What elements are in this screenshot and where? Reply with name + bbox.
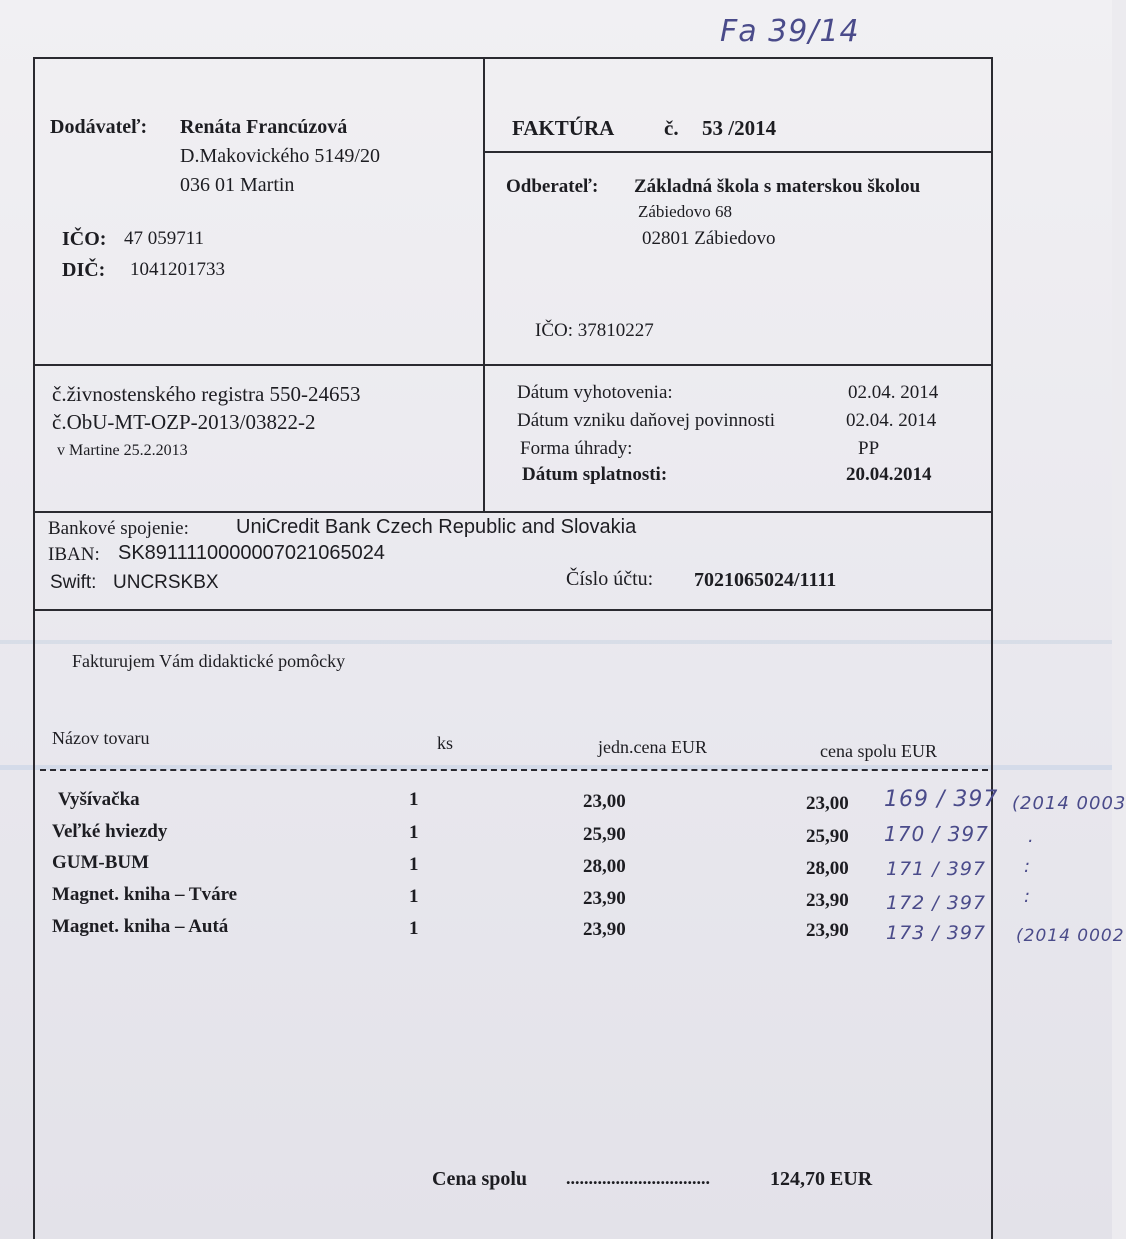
- handwritten-note: 173 / 397: [886, 922, 987, 944]
- registry-line-2: č.ObU-MT-OZP-2013/03822-2: [52, 410, 316, 434]
- supplier-label: Dodávateľ:: [50, 116, 148, 138]
- total-value: 124,70 EUR: [770, 1168, 873, 1190]
- handwritten-extra: (2014 0003: [1012, 793, 1126, 814]
- handwritten-note: 170 / 397: [884, 822, 989, 846]
- account-label: Číslo účtu:: [566, 568, 654, 590]
- supplier-street: D.Makovického 5149/20: [180, 145, 380, 167]
- swift-label: Swift:: [50, 572, 97, 593]
- supplier-name: Renáta Francúzová: [180, 116, 348, 138]
- frame-row-divider-3: [33, 609, 993, 611]
- invoice-title: FAKTÚRA: [512, 116, 615, 140]
- frame-left: [33, 57, 35, 1239]
- bank-name: UniCredit Bank Czech Republic and Slovakia: [236, 516, 637, 538]
- item-qty: 1: [409, 822, 419, 843]
- tax-date-label: Dátum vzniku daňovej povinnosti: [517, 410, 776, 431]
- frame-top: [33, 57, 993, 59]
- frame-row-divider-1: [33, 364, 993, 366]
- iban-label: IBAN:: [48, 544, 100, 565]
- payment-form-label: Forma úhrady:: [520, 438, 633, 459]
- customer-street: Zábiedovo 68: [638, 202, 732, 221]
- supplier-dic: 1041201733: [130, 259, 225, 280]
- item-name: Veľké hviezdy: [52, 821, 168, 842]
- col-header-qty: ks: [437, 733, 454, 753]
- item-name: Magnet. kniha – Tváre: [52, 884, 238, 905]
- customer-label: Odberateľ:: [506, 176, 599, 197]
- table-header-separator: [40, 769, 988, 771]
- issue-date-label: Dátum vyhotovenia:: [517, 382, 673, 403]
- handwritten-extra: :: [1024, 856, 1032, 877]
- supplier-dic-label: DIČ:: [62, 259, 106, 281]
- handwritten-note: 171 / 397: [886, 858, 987, 880]
- bank-label: Bankové spojenie:: [48, 518, 189, 539]
- item-name: GUM-BUM: [52, 852, 150, 873]
- item-unit-price: 23,90: [583, 888, 626, 909]
- item-total: 23,00: [806, 793, 849, 814]
- customer-name: Základná škola s materskou školou: [634, 176, 921, 197]
- swift-value: UNCRSKBX: [113, 572, 219, 593]
- supplier-ico: 47 059711: [124, 228, 205, 249]
- total-label: Cena spolu: [432, 1168, 528, 1190]
- handwritten-extra: (2014 0002: [1016, 926, 1125, 946]
- item-qty: 1: [409, 886, 419, 907]
- registry-line-3: v Martine 25.2.2013: [57, 442, 188, 459]
- item-unit-price: 23,00: [583, 791, 626, 812]
- customer-ico: IČO: 37810227: [535, 320, 654, 341]
- registry-line-1: č.živnostenského registra 550-24653: [52, 382, 361, 406]
- supplier-ico-label: IČO:: [62, 228, 107, 250]
- col-header-name: Názov tovaru: [52, 728, 150, 748]
- item-name: Magnet. kniha – Autá: [52, 916, 229, 937]
- invoice-number-label: č.: [664, 116, 679, 140]
- frame-invoice-title-divider: [483, 151, 993, 153]
- total-dots: ................................: [566, 1168, 710, 1188]
- invoice-intro: Fakturujem Vám didaktické pomôcky: [72, 651, 346, 671]
- item-unit-price: 28,00: [583, 856, 626, 877]
- item-name: Vyšívačka: [58, 789, 140, 810]
- col-header-total: cena spolu EUR: [820, 741, 937, 761]
- handwritten-note: 172 / 397: [886, 892, 987, 914]
- supplier-city: 036 01 Martin: [180, 174, 295, 196]
- col-header-unit-price: jedn.cena EUR: [598, 737, 707, 757]
- scan-artifact-line: [0, 640, 1112, 644]
- item-total: 23,90: [806, 890, 849, 911]
- due-date-value: 20.04.2014: [846, 464, 932, 485]
- account-value: 7021065024/1111: [694, 569, 837, 591]
- tax-date-value: 02.04. 2014: [846, 410, 937, 431]
- item-unit-price: 23,90: [583, 919, 626, 940]
- iban-value: SK8911110000007021065024: [118, 542, 385, 564]
- item-total: 25,90: [806, 826, 849, 847]
- handwritten-extra: .: [1028, 826, 1035, 847]
- handwritten-note: 169 / 397: [884, 787, 999, 812]
- issue-date-value: 02.04. 2014: [848, 382, 939, 403]
- frame-right: [991, 57, 993, 1239]
- item-unit-price: 25,90: [583, 824, 626, 845]
- invoice-number: 53 /2014: [702, 116, 777, 140]
- handwritten-reference: Fa 39/14: [720, 14, 860, 49]
- payment-form-value: PP: [858, 438, 880, 459]
- item-qty: 1: [409, 789, 419, 810]
- item-total: 28,00: [806, 858, 849, 879]
- frame-middle-divider: [483, 57, 485, 511]
- handwritten-extra: :: [1024, 886, 1032, 907]
- item-qty: 1: [409, 918, 419, 939]
- item-qty: 1: [409, 854, 419, 875]
- item-total: 23,90: [806, 920, 849, 941]
- due-date-label: Dátum splatnosti:: [522, 464, 668, 485]
- customer-city: 02801 Zábiedovo: [642, 228, 776, 249]
- frame-row-divider-2: [33, 511, 993, 513]
